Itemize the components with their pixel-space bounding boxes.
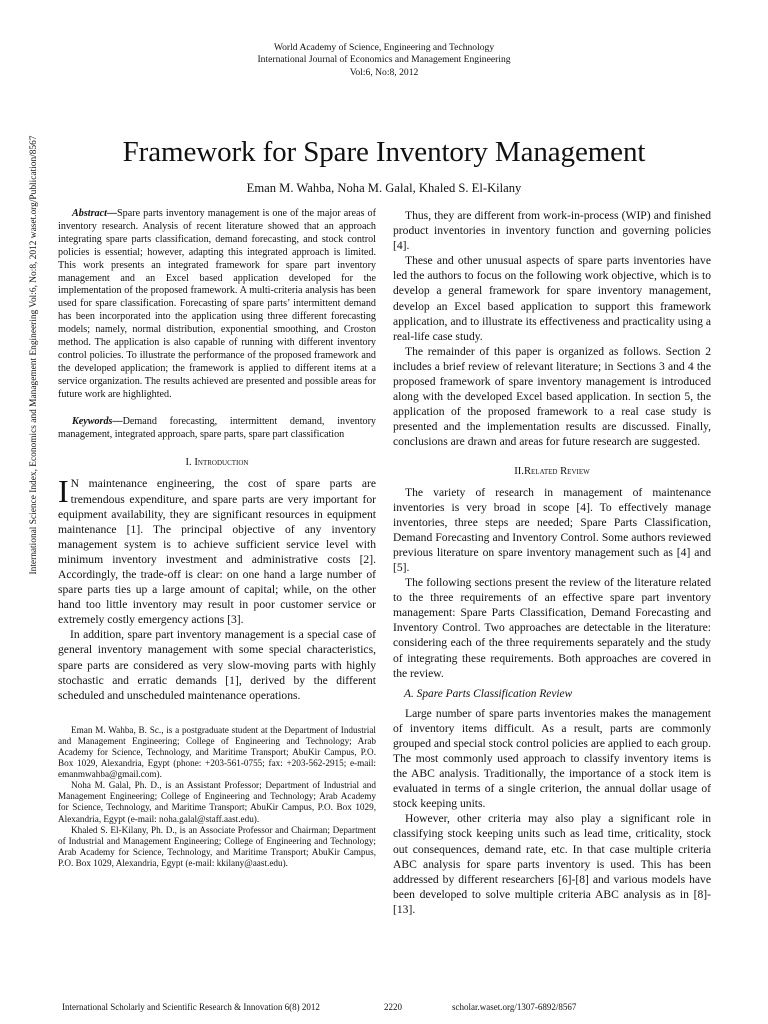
subsection-heading: A. Spare Parts Classification Review bbox=[404, 687, 573, 700]
abstract-label: Abstract bbox=[72, 208, 107, 219]
journal-header bbox=[0, 42, 768, 79]
header-line-2: International Journal of Economics and Management Engineering bbox=[257, 54, 511, 66]
section-heading-introduction bbox=[58, 456, 376, 469]
right-paragraph-1: Thus, they are different from work-in-process (WIP) and finished product inventories in inventory function and governing policies [4]. bbox=[393, 209, 711, 253]
classification-paragraph-2: However, other criteria may also play a significant role in classifying stock keeping units such as lead time, criticality, stock out consequences, demand rate, etc. In that case multiple criteria ABC analysis for spare parts inventory is used. This has been addressed by different researchers [6]-[8] and various models have been developed to solve multiple criteria ABC analysis as in [8]-[13]. bbox=[393, 812, 711, 916]
keywords-label: Keywords bbox=[72, 415, 113, 427]
footnote: Eman M. Wahba, B. Sc., is a postgraduate student at the Department of Industrial and Management Engineering; College of Engineering and Technology; Arab Academy for Science, Technology, and Maritime Transport; AbuKir Campus, P.O. Box 1029, Alexandria, Egypt (phone: +203-561-0755; fax: +203-562-2915; e-mail: emanmwahba@gmail.com). bbox=[58, 724, 376, 780]
section-heading-related-review bbox=[393, 465, 711, 478]
side-watermark-text: International Science Index, Economics and Management Engineering Vol:6, No:8, 2012 waset.org/Publication/8567 bbox=[29, 135, 39, 575]
right-column bbox=[393, 208, 711, 917]
intro-paragraph-2: In addition, spare part inventory management is a special case of general inventory management with some special characteristics, spare parts are considered as very slow-moving parts with highly stochastic and erratic demands [1], derived by the different scheduled and unscheduled maintenance operations. bbox=[58, 628, 376, 702]
abstract bbox=[58, 208, 376, 402]
paper-title: Framework for Spare Inventory Management bbox=[122, 136, 646, 168]
section-title: Introduction bbox=[194, 457, 249, 469]
review-paragraph-1: The variety of research in management of maintenance inventories is very broad in scope [4]. To effectively manage inventories, three steps are needed; Spare Parts Classification, Demand Forecasting and Inventory Control. Some authors reviewed previous literature on spare inventory management such as [4] and [5]. bbox=[393, 485, 711, 574]
footnote: Noha M. Galal, Ph. D., is an Assistant Professor; Department of Industrial and Management Engineering; College of Engineering and Technology; Arab Academy for Science, Technology, and Maritime Transport; AbuKir Campus, P.O. Box 1029, Alexandria, Egypt (e-mail: noha.galal@staff.aast.edu). bbox=[58, 780, 376, 824]
author-list: Eman M. Wahba, Noha M. Galal, Khaled S. El-Kilany bbox=[246, 181, 522, 195]
section-title: Related Review bbox=[523, 465, 590, 477]
footnote: Khaled S. El-Kilany, Ph. D., is an Associate Professor and Chairman; Department of Industrial and Management Engineering; College of Engineering and Technology; Arab Academy for Science, Technology, and Maritime Transport; AbuKir Campus, P.O. Box 1029, Alexandria, Egypt (e-mail: kkilany@aast.edu). bbox=[58, 824, 376, 868]
section-number: I. bbox=[185, 457, 192, 469]
header-line-1: World Academy of Science, Engineering and Technology bbox=[273, 42, 495, 53]
section-number: II. bbox=[514, 465, 524, 477]
keywords bbox=[58, 416, 376, 442]
intro-paragraph-1 bbox=[58, 473, 376, 627]
intro-p1-text: N maintenance engineering, the cost of spare parts are tremendous expenditure, and spare parts are very important for equipment availability, they are significant resources in equipment maintenance [1]. The principal objective of any inventory management system is to achieve sufficient service level with minimum inventory investment and administrative costs [2]. Accordingly, the trade-off is clear: on one hand a large number of spare parts ties up a large amount of capital; while, on the other hand too little inventory may result in poor customer service or extremely costly emergency actions [3]. bbox=[58, 477, 376, 627]
author-footnotes bbox=[58, 725, 376, 869]
classification-paragraph-1: Large number of spare parts inventories makes the management of inventory items difficult. As a result, parts are commonly grouped and special stock control policies are applied to each group. The most commonly used approach to classify inventory items is the ABC analysis. Traditionally, the importance of a stock item is evaluated in terms of a single criterion, the annual dollar usage of stock keeping units. bbox=[393, 706, 711, 811]
keywords-dash: — bbox=[112, 415, 123, 427]
left-column bbox=[58, 208, 376, 869]
right-paragraph-2: These and other unusual aspects of spare parts inventories have led the authors to focus on the following work objective, which is to develop a general framework for spare inventory management, develop an Excel based application to support this framework application, and to illustrate its effectiveness and practicality using a real-life case study. bbox=[393, 254, 711, 343]
abstract-text: Spare parts inventory management is one of the major areas of inventory research. Analysis of recent literature showed that an approach integrating spare parts classification, demand forecasting, and stock control policies is essential; however, adapting this integrated approach is limited. This work presents an integrated framework for spare part inventory management and an Excel based application developed for the implementation of the proposed framework. A multi-criteria analysis has been used for spare classification. Forecasting of spare parts’ intermittent demand has been incorporated into the application using three different forecasting models; namely, normal distribution, exponential smoothing, and Croston method. The application is also capable of running with different inventory control policies. To illustrate the performance of the proposed framework and the developed application; the framework is applied to different items at a service organization. The results achieved are presented and possible areas for future work are highlighted. bbox=[58, 208, 376, 400]
header-line-3: Vol:6, No:8, 2012 bbox=[349, 66, 419, 78]
footer-journal-info: International Scholarly and Scientific Research & Innovation 6(8) 2012 bbox=[62, 1002, 320, 1012]
keywords-text: Demand forecasting, intermittent demand, inventory management, integrated approach, spare parts, spare part classification bbox=[58, 415, 376, 440]
drop-cap: I bbox=[58, 473, 69, 510]
footer-url[interactable]: scholar.waset.org/1307-6892/8567 bbox=[452, 1002, 577, 1012]
page-number: 2220 bbox=[384, 1002, 402, 1012]
abstract-dash: — bbox=[106, 208, 118, 219]
review-paragraph-2: The following sections present the review of the literature related to the three requirements of an effective spare part inventory management: Spare Parts Classification, Demand Forecasting and Inventory Control. Two approaches are detectable in the literature: considering each of the three requirements separately and the study of integrating these requirements. Both approaches are covered in the review. bbox=[393, 576, 711, 680]
right-paragraph-3: The remainder of this paper is organized as follows. Section 2 includes a brief review of relevant literature; in Sections 3 and 4 the proposed framework of spare inventory management is introduced along with the developed Excel based application. In section 5, the application of the proposed framework to a real case study is presented and the implementation results are discussed. Finally, conclusions are drawn and areas for future research are suggested. bbox=[393, 344, 711, 449]
